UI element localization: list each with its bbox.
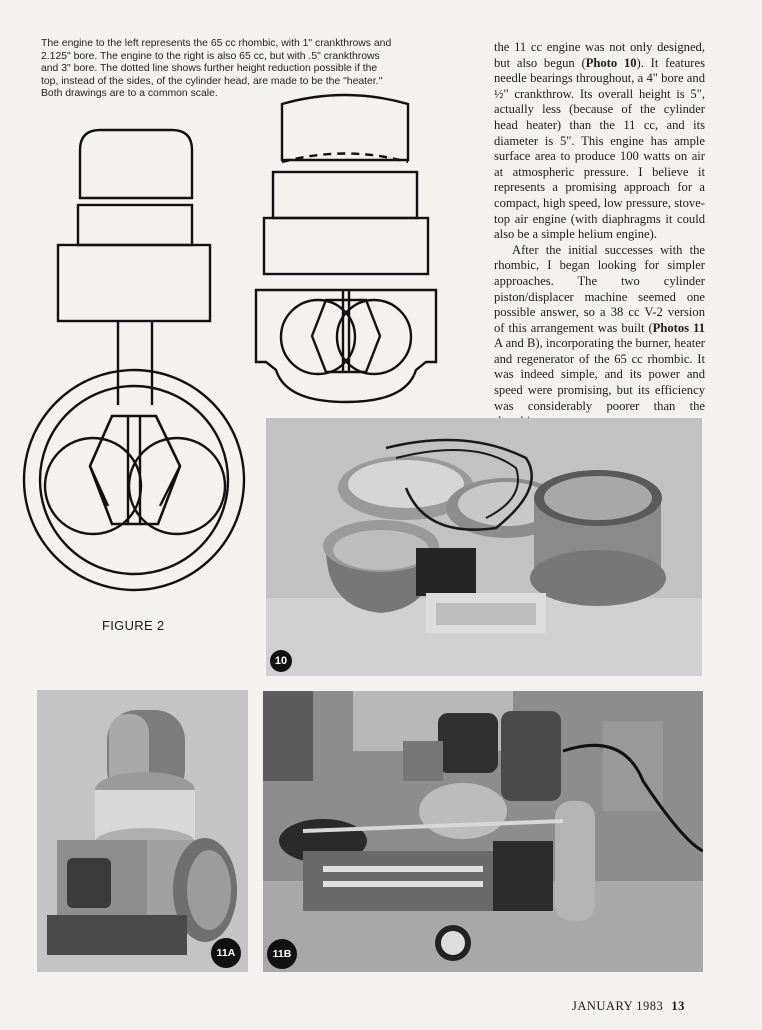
photo-11a-badge: 11A	[211, 938, 241, 968]
right-engine-cylinder-head	[282, 95, 408, 160]
photo-10	[266, 418, 702, 676]
left-engine-neck	[78, 205, 192, 245]
body-paragraph-1: the 11 cc engine was not only designed, but also begun (Photo 10). It features needle bearings throughout, a 4" bore and ½" crankthrow. Its overall height is 5", actually less (because of the cylinder head heater) than the 11 cc, and its diameter is 5". This engine has ample surface area to produce 100 watts on air at atmospheric pressure. I believe it represents a promising approach for a compact, high speed, low pressure, stove-top air engine (with diaphragms it could also be a simple helium engine).	[494, 40, 705, 242]
photo-10-reference: Photo 10	[585, 55, 637, 70]
body-text-column	[494, 40, 705, 430]
left-engine-cylinder-head	[80, 130, 192, 198]
page-number: 13	[671, 999, 685, 1013]
body-paragraph-2: After the initial successes with the rhombic, I began looking for simpler approaches. The two cylinder piston/displacer machine seemed one possible answer, so a 38 cc V-2 version of this arrangement was built (Photos 11 A and B), incorporating the burner, heater and regenerator of the 65 cc rhombic. It was indeed simple, and its power and speed were promising, but its efficiency was considerably poorer than the	[494, 242, 705, 413]
left-engine-cylinder-body	[58, 245, 210, 321]
figure-caption: The engine to the left represents the 65 cc rhombic, with 1" crankthrows and 2.125" bore. The engine to the right is also 65 cc, but with .5" crankthrows and 3" bore. The dotted line shows further height reduction possible if the top, instead of the sides, of the cylinder head, are made to be the "heater." Both drawings are to a common scale.	[41, 38, 392, 100]
photo-10-image	[266, 418, 702, 676]
photo-10-badge: 10	[270, 650, 292, 672]
left-engine-gear-right	[129, 438, 225, 534]
right-engine-neck	[273, 172, 417, 218]
issue-date: JANUARY 1983	[572, 999, 664, 1013]
photo-11a-image	[37, 690, 248, 972]
left-engine-crankcase-inner	[40, 386, 228, 574]
photo-11a	[37, 690, 248, 972]
left-engine-crankcase-outer	[24, 370, 244, 590]
right-engine-cylinder-body	[264, 218, 428, 274]
photo-11b-image	[263, 691, 703, 972]
figure-label: FIGURE 2	[102, 618, 165, 633]
page-footer	[572, 999, 685, 1014]
photo-11b-badge: 11B	[267, 939, 297, 969]
photo-11b	[263, 691, 703, 972]
left-engine-gear-left	[45, 438, 141, 534]
photo-11-reference: Photos 11	[652, 320, 705, 335]
